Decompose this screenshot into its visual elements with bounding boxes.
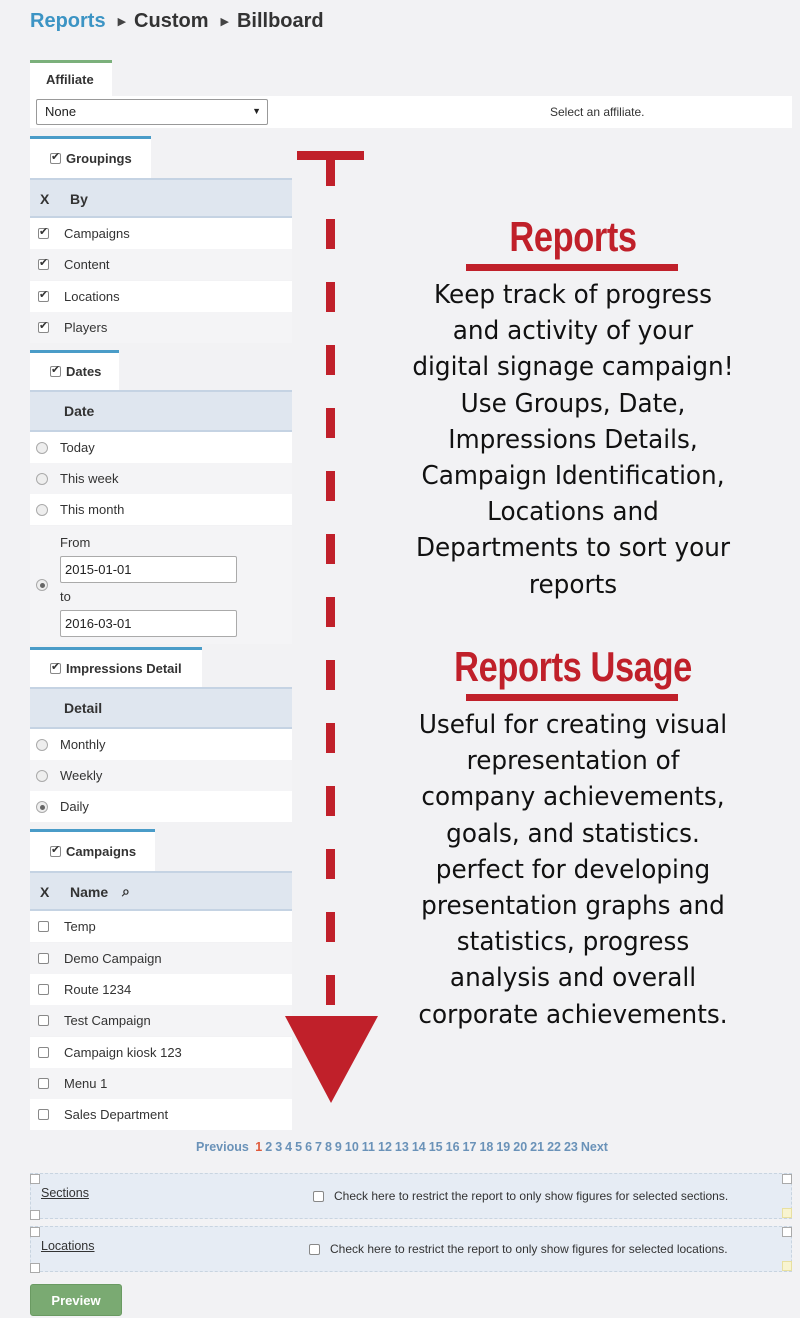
pagination-page[interactable]: 23 xyxy=(563,1140,578,1154)
sections-restrict-checkbox[interactable] xyxy=(313,1191,324,1202)
arrow-dash xyxy=(326,597,335,627)
to-label: to xyxy=(60,589,71,604)
list-item[interactable] xyxy=(30,312,292,343)
arrow-dash xyxy=(326,534,335,564)
promo-rule xyxy=(466,264,678,271)
list-item[interactable] xyxy=(30,249,292,280)
tab-groupings[interactable] xyxy=(30,136,151,178)
promo-line: perfect for developing xyxy=(435,854,711,885)
pagination-page[interactable]: 12 xyxy=(378,1140,392,1154)
promo-line: goals, and statistics. xyxy=(446,818,700,849)
campaigns-header xyxy=(30,871,292,911)
affiliate-bar xyxy=(30,96,792,128)
breadcrumb-separator-icon: ▶ xyxy=(117,16,127,28)
date-radio[interactable] xyxy=(36,473,48,485)
pagination-page[interactable]: 4 xyxy=(285,1140,293,1154)
list-item[interactable] xyxy=(30,281,292,312)
list-item[interactable] xyxy=(30,463,292,494)
groupings-col-x: X xyxy=(40,191,50,207)
pagination-page[interactable]: 3 xyxy=(275,1140,283,1154)
promo-text-reports xyxy=(401,277,745,603)
groupings-enable-checkbox[interactable] xyxy=(50,153,61,164)
campaign-name: Menu 1 xyxy=(64,1076,108,1091)
corner-handle xyxy=(782,1174,792,1184)
impressions-enable-checkbox[interactable] xyxy=(50,663,61,674)
tab-impressions-label: Impressions Detail xyxy=(66,661,182,676)
dates-header-label: Date xyxy=(64,403,95,419)
breadcrumb xyxy=(30,10,324,33)
locations-bar xyxy=(30,1226,792,1272)
campaign-checkbox[interactable] xyxy=(38,1047,49,1058)
campaign-name: Demo Campaign xyxy=(64,951,162,966)
arrow-dash xyxy=(326,219,335,249)
arrow-dash xyxy=(326,849,335,879)
date-option-label: This month xyxy=(60,502,125,517)
locations-desc: Check here to restrict the report to only show figures for selected locations. xyxy=(330,1242,728,1256)
pagination-page[interactable]: 20 xyxy=(513,1140,528,1154)
resize-handle-icon[interactable] xyxy=(782,1261,792,1271)
promo-line: digital signage campaign! xyxy=(412,352,734,383)
detail-radio[interactable] xyxy=(36,770,48,782)
pagination-page[interactable]: 16 xyxy=(445,1140,460,1154)
sections-title[interactable]: Sections xyxy=(41,1186,89,1200)
pagination-page[interactable]: 1 xyxy=(255,1140,263,1154)
detail-radio[interactable] xyxy=(36,801,48,813)
campaign-name: Temp xyxy=(64,919,96,934)
grouping-checkbox[interactable] xyxy=(38,322,49,333)
breadcrumb-custom[interactable]: Custom xyxy=(134,10,209,32)
pagination-page[interactable]: 14 xyxy=(411,1140,426,1154)
corner-handle xyxy=(30,1263,40,1273)
detail-option-label: Weekly xyxy=(60,768,103,783)
arrow-dash xyxy=(326,975,335,1005)
corner-handle xyxy=(30,1174,40,1184)
campaigns-col-name: Name xyxy=(70,884,109,900)
breadcrumb-billboard: Billboard xyxy=(236,10,324,32)
resize-handle-icon[interactable] xyxy=(782,1208,792,1218)
promo-line: reports xyxy=(528,569,618,600)
arrow-dashes xyxy=(326,156,335,1005)
campaign-name: Test Campaign xyxy=(64,1013,151,1028)
list-item[interactable] xyxy=(30,494,292,525)
table-row[interactable] xyxy=(30,911,292,942)
pagination-previous[interactable]: Previous xyxy=(196,1140,249,1154)
pagination-page[interactable]: 15 xyxy=(428,1140,443,1154)
dates-enable-checkbox[interactable] xyxy=(50,366,61,377)
promo-line: presentation graphs and xyxy=(421,891,725,922)
promo-line: Useful for creating visual xyxy=(418,710,728,740)
date-range-radio[interactable] xyxy=(36,579,48,591)
dates-header xyxy=(30,390,292,432)
arrow-dash xyxy=(326,345,335,375)
grouping-label: Players xyxy=(64,320,108,335)
arrow-dash xyxy=(326,786,335,816)
table-row[interactable] xyxy=(30,1099,292,1130)
campaign-name: Route 1234 xyxy=(64,982,132,997)
grouping-checkbox[interactable] xyxy=(38,259,49,270)
promo-heading-reports-usage: Reports Usage xyxy=(454,643,692,690)
list-item[interactable] xyxy=(30,218,292,249)
detail-option-label: Monthly xyxy=(60,737,106,752)
pagination-page[interactable]: 18 xyxy=(479,1140,494,1154)
dropdown-arrow-icon: ▼ xyxy=(252,106,261,116)
arrow-dash xyxy=(326,156,335,186)
groupings-header xyxy=(30,178,292,218)
grouping-checkbox[interactable] xyxy=(38,291,49,302)
promo-line: representation of xyxy=(466,746,680,777)
corner-handle xyxy=(30,1227,40,1237)
promo-line: Locations and xyxy=(487,497,659,528)
list-item[interactable] xyxy=(30,760,292,791)
campaigns-col-x: X xyxy=(40,884,50,900)
corner-handle xyxy=(30,1210,40,1220)
pagination-page[interactable]: 5 xyxy=(295,1140,303,1154)
pagination-page[interactable]: 13 xyxy=(394,1140,409,1154)
promo-line: corporate achievements. xyxy=(418,999,728,1030)
preview-button[interactable]: Preview xyxy=(30,1284,122,1316)
to-date-input[interactable]: 2016-03-01 xyxy=(60,610,237,637)
campaign-name: Sales Department xyxy=(64,1107,169,1122)
campaign-checkbox[interactable] xyxy=(38,984,49,995)
from-date-input[interactable]: 2015-01-01 xyxy=(60,556,237,583)
breadcrumb-reports-link[interactable]: Reports xyxy=(30,10,106,32)
campaign-checkbox[interactable] xyxy=(38,1078,49,1089)
date-radio[interactable] xyxy=(36,504,48,516)
table-row[interactable] xyxy=(30,1068,292,1099)
promo-line: Keep track of progress xyxy=(434,280,712,310)
tab-campaigns[interactable] xyxy=(30,829,155,871)
tab-campaigns-label: Campaigns xyxy=(66,844,137,859)
affiliate-select[interactable] xyxy=(36,99,268,125)
tab-impressions-detail[interactable] xyxy=(30,647,202,687)
pagination-page[interactable]: 22 xyxy=(547,1140,561,1154)
campaign-checkbox[interactable] xyxy=(38,953,49,964)
pagination-page[interactable]: 11 xyxy=(361,1140,375,1154)
promo-text-usage xyxy=(401,707,745,1033)
promo-line: Impressions Details, xyxy=(448,424,698,455)
list-item[interactable] xyxy=(30,729,292,760)
table-row[interactable] xyxy=(30,943,292,974)
tab-groupings-label: Groupings xyxy=(66,151,132,166)
pagination-next[interactable]: Next xyxy=(580,1140,608,1154)
detail-option-label: Daily xyxy=(60,799,89,814)
arrow-dash xyxy=(326,912,335,942)
sections-bar xyxy=(30,1173,792,1219)
campaign-checkbox[interactable] xyxy=(38,921,49,932)
campaign-checkbox[interactable] xyxy=(38,1015,49,1026)
pagination-page[interactable]: 17 xyxy=(462,1140,477,1154)
promo-line: Departments to sort your xyxy=(415,533,731,564)
promo-line: Campaign Identification, xyxy=(421,461,725,492)
date-option-label: Today xyxy=(60,440,95,455)
pagination-page[interactable]: 10 xyxy=(344,1140,359,1154)
table-row[interactable] xyxy=(30,1005,292,1036)
campaign-checkbox[interactable] xyxy=(38,1109,49,1120)
grouping-label: Campaigns xyxy=(64,226,130,241)
campaigns-enable-checkbox[interactable] xyxy=(50,846,61,857)
corner-handle xyxy=(782,1227,792,1237)
pagination-page[interactable]: 6 xyxy=(305,1140,313,1154)
campaign-name: Campaign kiosk 123 xyxy=(64,1045,182,1060)
table-row[interactable] xyxy=(30,1037,292,1068)
arrow-dash xyxy=(326,408,335,438)
breadcrumb-separator-icon: ▶ xyxy=(220,16,229,28)
pagination-page[interactable]: 2 xyxy=(265,1140,273,1154)
promo-line: statistics, progress xyxy=(456,927,690,958)
tab-affiliate-label: Affiliate xyxy=(46,72,94,87)
pagination-page[interactable]: 9 xyxy=(334,1140,342,1154)
table-row[interactable] xyxy=(30,974,292,1005)
affiliate-hint: Select an affiliate. xyxy=(550,105,645,119)
pagination-page[interactable]: 21 xyxy=(530,1140,545,1154)
locations-restrict-checkbox[interactable] xyxy=(309,1244,320,1255)
grouping-label: Locations xyxy=(64,289,120,304)
from-label: From xyxy=(60,535,91,550)
arrow-dash xyxy=(326,282,335,312)
grouping-checkbox[interactable] xyxy=(38,228,49,239)
promo-rule xyxy=(466,694,678,701)
grouping-label: Content xyxy=(64,257,110,272)
affiliate-select-value: None xyxy=(45,104,77,119)
pagination-page[interactable]: 19 xyxy=(496,1140,511,1154)
promo-line: and activity of your xyxy=(452,316,694,347)
arrow-head xyxy=(285,1016,378,1103)
groupings-col-by: By xyxy=(70,191,88,207)
tab-dates[interactable] xyxy=(30,350,119,390)
promo-line: Use Groups, Date, xyxy=(460,388,686,419)
pagination-page[interactable]: 7 xyxy=(315,1140,322,1154)
arrow-dash xyxy=(326,471,335,501)
promo-heading-reports: Reports xyxy=(509,213,637,260)
locations-title[interactable]: Locations xyxy=(41,1239,95,1253)
date-radio[interactable] xyxy=(36,442,48,454)
pagination-page[interactable]: 8 xyxy=(324,1140,332,1154)
search-icon[interactable]: ⌕ xyxy=(122,883,130,899)
date-option-label: This week xyxy=(60,471,119,486)
arrow-dash xyxy=(326,723,335,753)
sections-desc: Check here to restrict the report to only show figures for selected sections. xyxy=(334,1189,729,1203)
pagination xyxy=(196,1140,611,1154)
detail-radio[interactable] xyxy=(36,739,48,751)
promo-line: analysis and overall xyxy=(449,963,697,994)
list-item[interactable] xyxy=(30,791,292,822)
tab-dates-label: Dates xyxy=(66,364,102,379)
impressions-header-label: Detail xyxy=(64,700,103,716)
list-item[interactable] xyxy=(30,432,292,463)
impressions-header xyxy=(30,687,292,729)
tab-affiliate[interactable] xyxy=(30,60,112,96)
arrow-icon xyxy=(280,148,390,1108)
arrow-dash xyxy=(326,660,335,690)
promo-line: company achievements, xyxy=(421,782,725,813)
